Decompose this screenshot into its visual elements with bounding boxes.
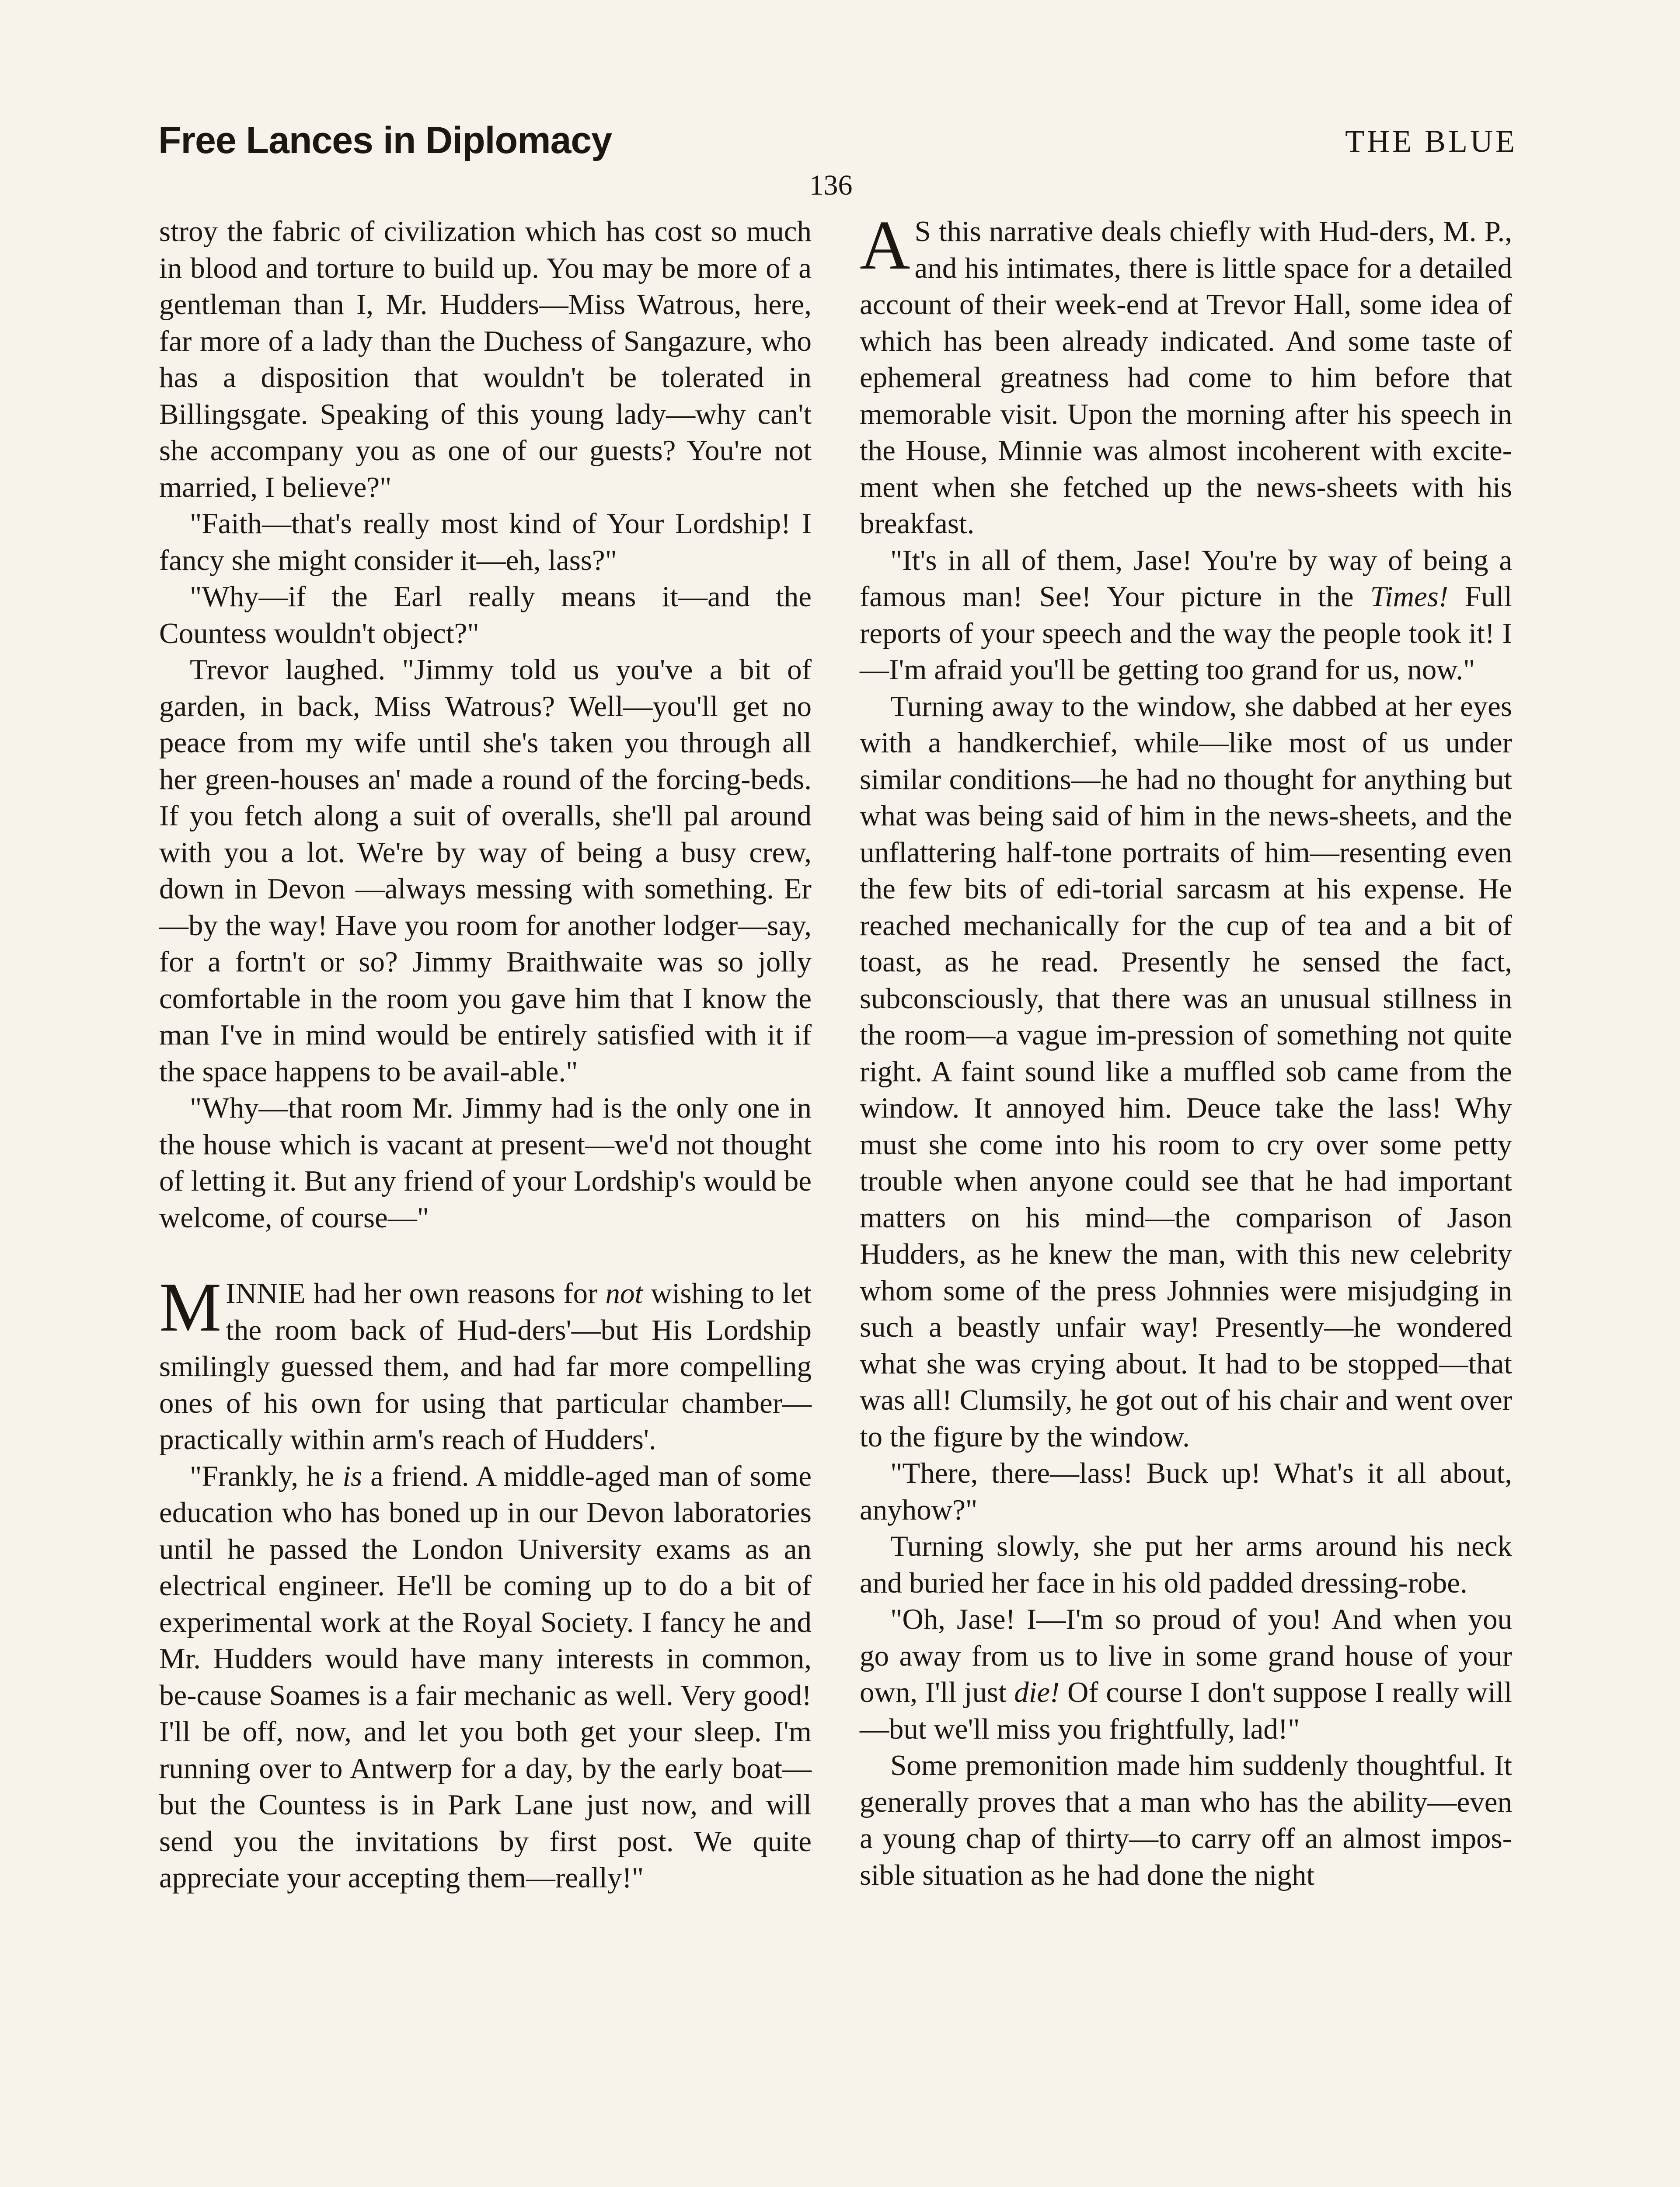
paragraph	[159, 1458, 812, 1897]
paragraph	[860, 542, 1512, 688]
text-run: wishing to let the room back of Hud-ders'—but His Lordship smilingly guessed them, and had far more compelling ones of his own for using that particular chamber—practically within arm's reach of Hudders'.	[159, 1277, 812, 1456]
paragraph: "Why—if the Earl really means it—and the Countess wouldn't object?"	[159, 580, 812, 650]
text-run: S this narrative deals chiefly with Hud-ders, M. P., and his intimates, there is little space for a detailed account of their week-end at Trevor Hall, some idea of which has been already indicated. And some taste of ephemeral greatness had come to him before that memorable visit. Upon the morning after his speech in the House, Minnie was almost incoherent with excite-ment when she fetched up the news-sheets with his breakfast.	[860, 215, 1512, 540]
story-title: Free Lances in Diplomacy	[158, 119, 612, 161]
text-run: INNIE had her own reasons for	[226, 1277, 606, 1310]
emphasis: is	[342, 1460, 362, 1492]
paragraph: Turning slowly, she put her arms around his neck and buried her face in his old padded dressing-robe.	[860, 1530, 1512, 1599]
paragraph: "There, there—lass! Buck up! What's it all about, anyhow?"	[860, 1457, 1512, 1526]
paragraph: Trevor laughed. "Jimmy told us you've a bit of garden, in back, Miss Watrous? Well—you'll get no peace from my wife until she's taken you through all her green-houses an' made a round of the forcing-beds. If you fetch along a suit of overalls, she'll pal around with you a lot. We're by way of being a busy crew, down in Devon —always messing with something. Er—by the way! Have you room for another lodger—say, for a fortn't or so? Jimmy Braithwaite was so jolly comfortable in the room you gave him that I know the man I've in mind would be entirely satisfied with it if the space happens to be avail-able."	[159, 653, 812, 1088]
paragraph: Turning away to the window, she dabbed at her eyes with a handkerchief, while—like most of us under similar conditions—he had no thought for anything but what was being said of him in the news-sheets, and the unflattering half-tone portraits of him—resenting even the few bits of edi-torial sarcasm at his expense. He reached mechanically for the cup of tea and a bit of toast, as he read. Presently he sensed the fact, subconsciously, that there was an unusual stillness in the room—a vague im-pression of something not quite right. A faint sound like a muffled sob came from the window. It annoyed him. Deuce take the lass! Why must she come into his room to cry over some petty trouble when anyone could see that he had important matters on his mind—the comparison of Jason Hudders, as he knew the man, with this new celebrity whom some of the press Johnnies were misjudging in such a beastly unfair way! Presently—he wondered what she was crying about. It had to be stopped—that was all! Clumsily, he got out of his chair and went over to the figure by the window.	[860, 690, 1512, 1453]
text-run: Full reports of your speech and the way the people took it! I—I'm afraid you'll be getting too grand for us, now."	[860, 580, 1512, 686]
emphasis: not	[605, 1277, 643, 1310]
page-number: 136	[809, 169, 853, 201]
section-paragraph	[860, 206, 1512, 542]
drop-cap: M	[159, 1268, 222, 1346]
section-paragraph	[159, 1268, 812, 1458]
emphasis: die!	[1014, 1676, 1060, 1708]
text-run: "It's in all of them, Jase! You're by way of being a famous man! See! Your picture in the	[860, 544, 1512, 613]
paragraph: "Why—that room Mr. Jimmy had is the only one in the house which is vacant at present—we'd not thought of letting it. But any friend of your Lordship's would be welcome, of course—"	[159, 1092, 812, 1234]
paragraph: Some premonition made him suddenly thoughtful. It generally proves that a man who has the ability—even a young chap of thirty—to carry off an almost impos-sible situation as he had done the night	[860, 1749, 1512, 1891]
paragraph	[860, 1601, 1512, 1747]
text-run: "Oh, Jase! I—I'm so proud of you! And when you go away from us to live in some grand house of your own, I'll just	[860, 1603, 1512, 1708]
text-run: Of course I don't suppose I really will—but we'll miss you frightfully, lad!"	[860, 1676, 1512, 1745]
left-column	[159, 213, 812, 1897]
text-run: a friend. A middle-aged man of some education who has boned up in our Devon laboratories until he passed the London University exams as an electrical engineer. He'll be coming up to do a bit of experimental work at the Royal Society. I fancy he and Mr. Hudders would have many interests in common, be-cause Soames is a fair mechanic as well. Very good! I'll be off, now, and let you both get your sleep. I'm running over to Antwerp for a day, by the early boat—but the Countess is in Park Lane just now, and will send you the invitations by first post. We quite appreciate your accepting them—really!"	[159, 1460, 812, 1894]
emphasis: Times!	[1370, 580, 1449, 613]
magazine-name: THE BLUE	[1345, 124, 1517, 159]
drop-cap: A	[860, 206, 910, 284]
paragraph: stroy the fabric of civilization which has cost so much in blood and torture to build up. You may be more of a gentleman than I, Mr. Hudders—Miss Watrous, here, far more of a lady than the Duchess of Sangazure, who has a disposition that wouldn't be tolerated in Billingsgate. Speaking of this young lady—why can't she accompany you as one of our guests? You're not married, I believe?"	[159, 215, 812, 503]
text-run: "Frankly, he	[190, 1460, 343, 1492]
paragraph: "Faith—that's really most kind of Your Lordship! I fancy she might consider it—eh, lass?"	[159, 507, 812, 576]
right-column	[860, 206, 1512, 1894]
